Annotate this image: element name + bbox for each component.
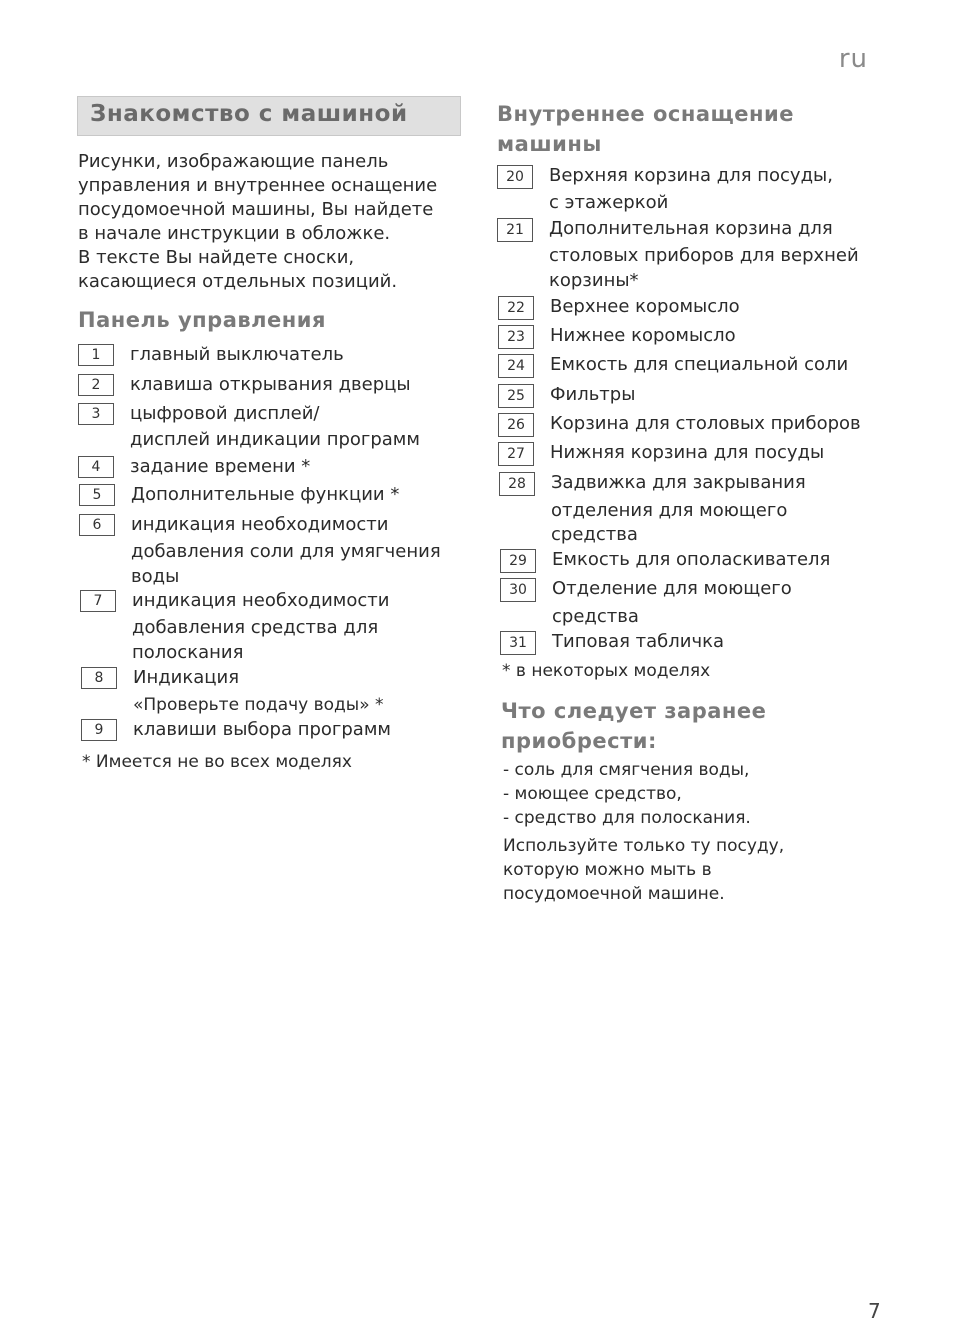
closing-paragraph xyxy=(503,834,833,906)
item-number: 29 xyxy=(500,549,536,573)
item-number: 21 xyxy=(497,218,533,242)
title-line: машины xyxy=(497,132,602,156)
intro-line: Рисунки, изображающие панель xyxy=(78,151,389,172)
language-code: ru xyxy=(838,44,868,74)
item-label-continued: средства xyxy=(552,606,639,627)
footnote: * Имеется не во всех моделях xyxy=(82,752,352,772)
item-label: Емкость для ополаскивателя xyxy=(552,549,831,570)
item-label-continued: «Проверьте подачу воды» * xyxy=(133,695,384,715)
title-line: Внутреннее оснащение xyxy=(497,102,794,126)
item-label: клавиша открывания дверцы xyxy=(130,374,411,395)
intro-line: В тексте Вы найдете сноски, xyxy=(78,247,355,268)
item-number: 6 xyxy=(79,514,115,536)
intro-line: управления и внутреннее оснащение xyxy=(78,175,438,196)
item-label: Задвижка для закрывания xyxy=(551,472,806,493)
intro-line: посудомоечной машины, Вы найдете xyxy=(78,199,434,220)
to-buy-list xyxy=(503,758,751,830)
item-label-continued: средства xyxy=(551,524,638,545)
item-label: Нижняя корзина для посуды xyxy=(550,442,825,463)
list-item: - соль для смягчения воды, xyxy=(503,760,750,780)
item-label: индикация необходимости xyxy=(132,590,390,611)
item-label: Дополнительные функции * xyxy=(131,484,400,505)
intro-line: в начале инструкции в обложке. xyxy=(78,223,391,244)
item-label-continued: с этажеркой xyxy=(549,192,669,213)
item-number: 25 xyxy=(498,384,534,408)
item-label: Верхняя корзина для посуды, xyxy=(549,165,833,186)
section-title: Знакомство с машиной xyxy=(90,101,408,127)
item-label-continued: добавления соли для умягчения xyxy=(131,541,441,562)
item-label: задание времени * xyxy=(130,456,311,477)
item-label: цыфровой дисплей/ xyxy=(130,403,320,424)
item-number: 30 xyxy=(500,578,536,602)
title-line: Что следует заранее xyxy=(501,699,767,723)
closing-line: которую можно мыть в xyxy=(503,860,712,880)
to-buy-title xyxy=(501,696,881,756)
closing-line: посудомоечной машине. xyxy=(503,884,725,904)
item-label: Фильтры xyxy=(550,384,636,405)
item-number: 20 xyxy=(497,165,533,189)
page-number: 7 xyxy=(868,1299,881,1323)
item-label-continued: полоскания xyxy=(132,642,244,663)
item-number: 28 xyxy=(499,472,535,496)
item-label-continued: дисплей индикации программ xyxy=(130,429,420,450)
item-label: Отделение для моющего xyxy=(552,578,792,599)
item-number: 8 xyxy=(81,667,117,689)
item-label-continued: воды xyxy=(131,566,180,587)
control-panel-title: Панель управления xyxy=(78,308,326,332)
item-number: 9 xyxy=(81,719,117,741)
item-number: 23 xyxy=(498,325,534,349)
item-number: 2 xyxy=(78,374,114,396)
item-number: 3 xyxy=(78,403,114,425)
item-label: Дополнительная корзина для xyxy=(549,218,833,239)
item-number: 1 xyxy=(78,344,114,366)
intro-line: касающиеся отдельных позиций. xyxy=(78,271,398,292)
item-label-continued: столовых приборов для верхней xyxy=(549,245,859,266)
item-label: Индикация xyxy=(133,667,240,688)
inner-equipment-title xyxy=(497,99,877,159)
item-number: 27 xyxy=(498,442,534,466)
item-label: Верхнее коромысло xyxy=(550,296,740,317)
item-number: 31 xyxy=(500,631,536,655)
closing-line: Используйте только ту посуду, xyxy=(503,836,785,856)
list-item: - моющее средство, xyxy=(503,784,682,804)
title-line: приобрести: xyxy=(501,729,657,753)
item-label: Корзина для столовых приборов xyxy=(550,413,861,434)
item-label: индикация необходимости xyxy=(131,514,389,535)
item-label-continued: добавления средства для xyxy=(132,617,379,638)
item-number: 7 xyxy=(80,590,116,612)
footnote: * в некоторых моделях xyxy=(502,661,711,681)
item-number: 4 xyxy=(78,456,114,478)
intro-paragraph xyxy=(78,150,463,294)
list-item: - средство для полоскания. xyxy=(503,808,751,828)
item-label-continued: отделения для моющего xyxy=(551,500,788,521)
item-label: главный выключатель xyxy=(130,344,344,365)
item-label-continued: корзины* xyxy=(549,270,639,291)
item-label: Нижнее коромысло xyxy=(550,325,736,346)
item-label: Типовая табличка xyxy=(552,631,725,652)
item-number: 26 xyxy=(498,413,534,437)
item-number: 24 xyxy=(498,354,534,378)
item-number: 5 xyxy=(79,484,115,506)
item-number: 22 xyxy=(498,296,534,320)
item-label: клавиши выбора программ xyxy=(133,719,391,740)
item-label: Емкость для специальной соли xyxy=(550,354,849,375)
